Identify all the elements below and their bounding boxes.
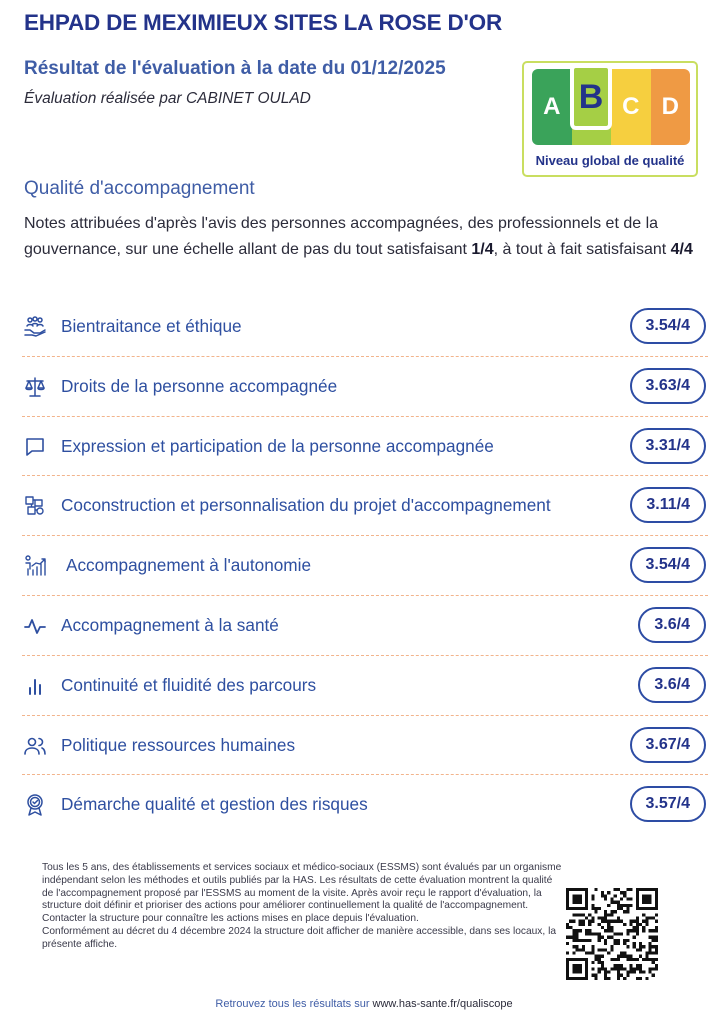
- criterion-row: [22, 596, 708, 656]
- speech-bubble-icon: [22, 434, 48, 460]
- scale-min: 1/4: [471, 241, 494, 258]
- criterion-label: Droits de la personne accompagnée: [61, 375, 338, 396]
- criterion-row: [22, 536, 708, 596]
- criterion-row: [22, 775, 708, 835]
- footer: [0, 998, 728, 1010]
- criterion-score: 3.31/4: [630, 428, 706, 464]
- selected-level-highlight: B: [570, 64, 612, 130]
- evaluation-date-heading: Résultat de l'évaluation à la date du 01/12/2025: [24, 58, 446, 79]
- criterion-label: Démarche qualité et gestion des risques: [61, 794, 368, 815]
- establishment-title: EHPAD DE MEXIMIEUX SITES LA ROSE D'OR: [24, 10, 503, 35]
- evaluator-line: Évaluation réalisée par CABINET OULAD: [24, 90, 311, 107]
- criterion-row: [22, 357, 708, 417]
- criterion-score: 3.57/4: [630, 786, 706, 822]
- footnote-paragraph-3: Conformément au décret du 4 décembre 2024 la structure doit afficher de manière accessible, dans ses locaux, la présente affiche.: [42, 925, 556, 950]
- criterion-label: Accompagnement à la santé: [61, 614, 279, 635]
- criterion-label: Expression et participation de la personne accompagnée: [61, 435, 494, 456]
- global-quality-badge: [522, 61, 698, 177]
- users-icon: [22, 733, 48, 759]
- quality-seal-icon: [22, 792, 48, 818]
- level-a: A: [532, 69, 572, 145]
- bar-chart-icon: [22, 673, 48, 699]
- criterion-label: Accompagnement à l'autonomie: [66, 555, 312, 576]
- criterion-label: Continuité et fluidité des parcours: [61, 674, 317, 695]
- criterion-row: [22, 476, 708, 536]
- footnote-paragraph-2: Contacter la structure pour connaître les actions mises en place depuis l'évaluation.: [42, 913, 419, 925]
- footnote-paragraph-1: Tous les 5 ans, des établissements et services sociaux et médico-sociaux (ESSMS) sont évalués par un organisme indépendant selon les méthodes et outils publiés par la HAS. Les résultats de cette évaluation montrent la qualité de l'accompagnement proposé par l'ESSMS au moment de la visite. Après avoir reçu le rapport d'évaluation, la structure doit définir et prioriser des actions pour améliorer continuellement la qualité de l'accompagnement.: [42, 862, 562, 912]
- puzzle-collaboration-icon: [22, 493, 48, 519]
- level-d: D: [651, 69, 691, 145]
- criterion-score: 3.6/4: [638, 667, 706, 703]
- criterion-label: Politique ressources humaines: [61, 734, 296, 755]
- section-intro: [24, 211, 700, 263]
- criterion-row: [22, 297, 708, 357]
- level-c: C: [611, 69, 651, 145]
- criterion-label: Coconstruction et personnalisation du projet d'accompagnement: [61, 495, 551, 516]
- criterion-score: 3.6/4: [638, 607, 706, 643]
- pulse-icon: [22, 613, 48, 639]
- qualiscope-link[interactable]: www.has-sante.fr/qualiscope: [372, 998, 513, 1010]
- criterion-score: 3.11/4: [630, 487, 706, 523]
- criterion-score: 3.54/4: [630, 547, 706, 583]
- legal-footnote: [42, 862, 562, 952]
- scales-icon: [22, 374, 48, 400]
- scale-max: 4/4: [670, 241, 693, 258]
- criterion-row: [22, 716, 708, 776]
- criterion-row: [22, 656, 708, 716]
- criterion-score: 3.67/4: [630, 727, 706, 763]
- qr-code[interactable]: [566, 888, 658, 980]
- criteria-list: [22, 297, 708, 835]
- criterion-score: 3.54/4: [630, 308, 706, 344]
- footer-text: Retrouvez tous les résultats sur: [215, 998, 373, 1010]
- section-title: Qualité d'accompagnement: [24, 178, 255, 199]
- criterion-label: Bientraitance et éthique: [61, 316, 242, 336]
- badge-label: Niveau global de qualité: [535, 153, 685, 168]
- intro-text-before: Notes attribuées d'après l'avis des personnes accompagnées, des professionnels et de la gouvernance, sur une échelle allant de pas du tout satisfaisant: [24, 215, 659, 258]
- criterion-score: 3.63/4: [630, 368, 706, 404]
- intro-text-middle: , à tout à fait satisfaisant: [493, 241, 671, 258]
- people-care-icon: [22, 314, 48, 340]
- criterion-row: [22, 417, 708, 477]
- person-growth-chart-icon: [22, 553, 48, 579]
